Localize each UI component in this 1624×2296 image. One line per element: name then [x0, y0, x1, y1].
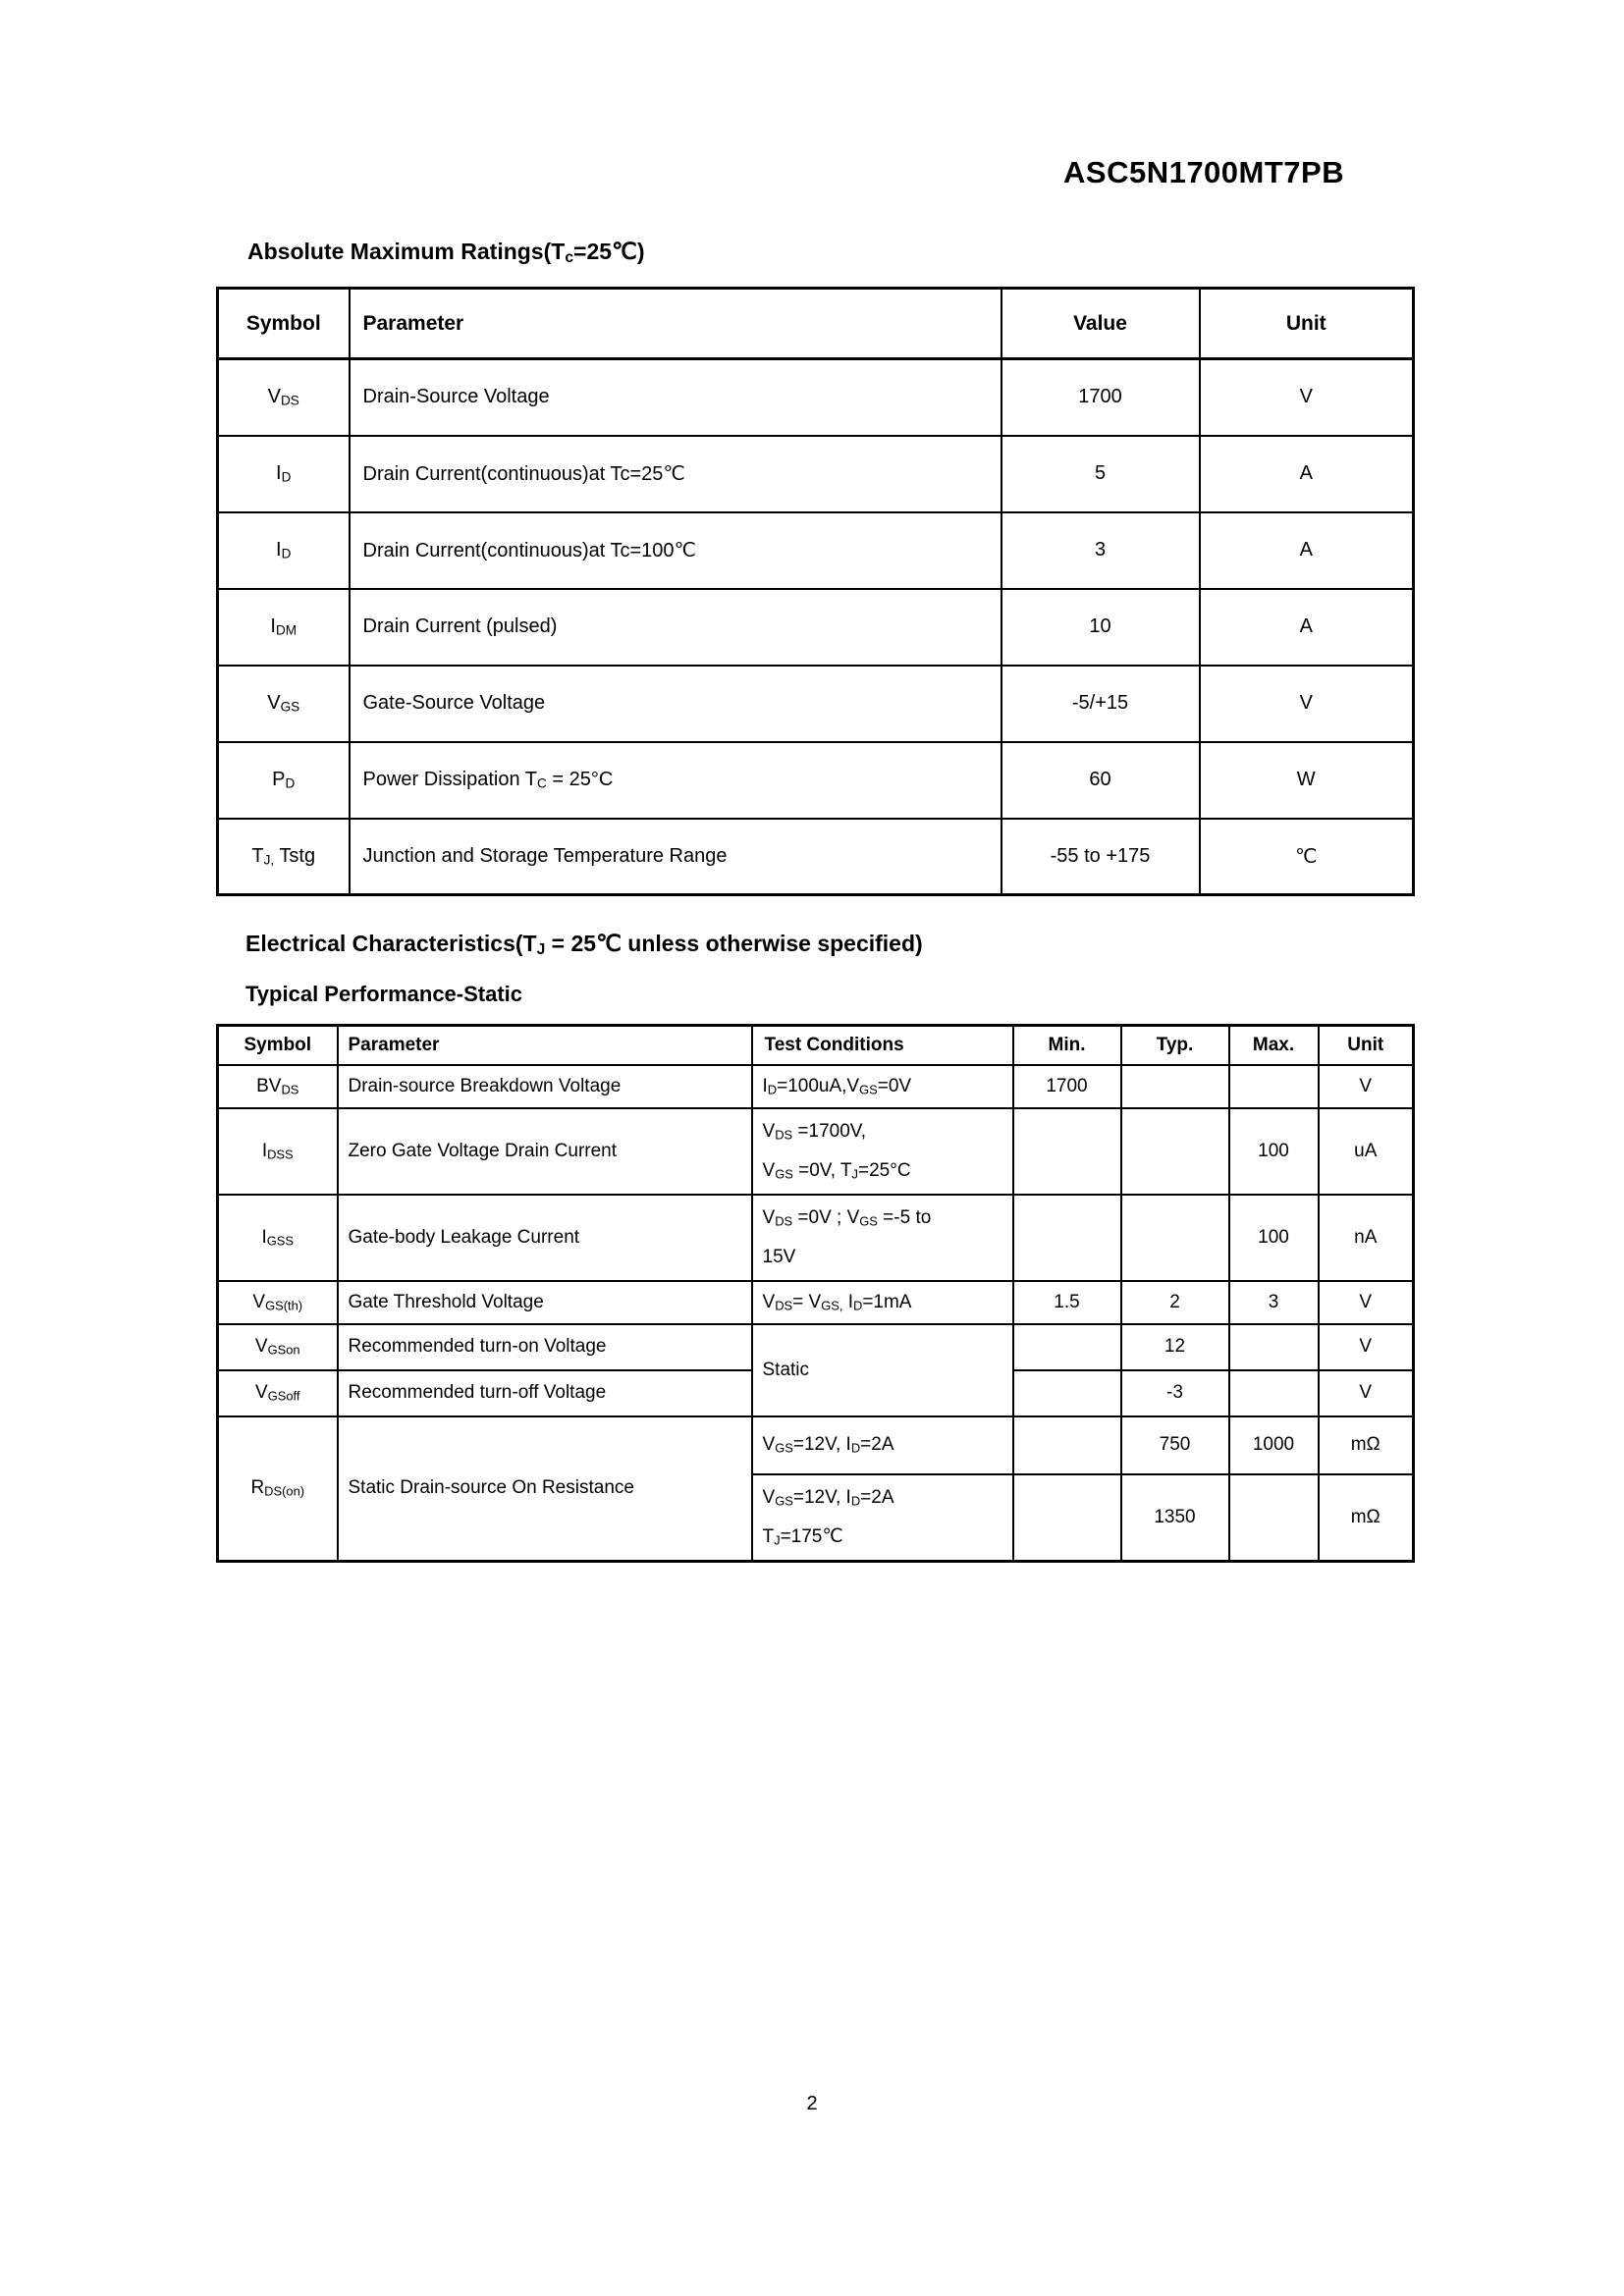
unit-cell: W: [1200, 742, 1414, 819]
value-cell: -5/+15: [1001, 666, 1200, 742]
symbol-cell: $I_D$: [218, 512, 350, 589]
unit-cell: A: [1200, 512, 1414, 589]
symbol-cell: $V_{GS}$: [218, 666, 350, 742]
test-conditions-cell: [752, 1474, 1013, 1562]
test-conditions-cell-static: Static: [752, 1324, 1013, 1416]
column-header-test-conditions: Test Conditions: [752, 1026, 1013, 1065]
parameter-cell: Recommended turn-on Voltage: [338, 1324, 752, 1370]
heading-electrical-characteristics: Electrical $Characteristics(T_J$ = 25℃ unless otherwise specified): [245, 931, 923, 958]
column-header-symbol: Symbol: [218, 1026, 338, 1065]
table-header-row: [218, 289, 1414, 359]
parameter-cell: Gate-body Leakage Current: [338, 1195, 752, 1281]
max-cell: 1000: [1229, 1416, 1319, 1474]
test-conditions-cell: [752, 1195, 1013, 1281]
symbol-cell: $V_{GSon}$: [218, 1324, 338, 1370]
heading-typical-performance-static: Typical Performance-Static: [245, 982, 523, 1006]
value-cell: 1700: [1001, 359, 1200, 436]
min-cell: [1013, 1108, 1121, 1195]
column-header-min: Min.: [1013, 1026, 1121, 1065]
parameter-cell: Drain Current (pulsed): [350, 589, 1001, 666]
parameter-cell: Static Drain-source On Resistance: [338, 1416, 752, 1562]
unit-cell: V: [1200, 666, 1414, 742]
min-cell: [1013, 1324, 1121, 1370]
table-row: [218, 1416, 1414, 1474]
max-cell: 100: [1229, 1108, 1319, 1195]
value-cell: 3: [1001, 512, 1200, 589]
typ-cell: 12: [1121, 1324, 1229, 1370]
max-cell: [1229, 1370, 1319, 1416]
min-cell: [1013, 1416, 1121, 1474]
max-cell: [1229, 1324, 1319, 1370]
table-row: [218, 436, 1414, 512]
test-conditions-line: $V_{GS}=12V$, $I_D=2A$: [762, 1486, 894, 1509]
symbol-cell: $I_D$: [218, 436, 350, 512]
symbol-cell: $R_{DS(on)}$: [218, 1416, 338, 1562]
column-header-unit: Unit: [1200, 289, 1414, 359]
test-conditions-line: $V_{DS} =0V$ ; $V_{GS} =-5$ to: [762, 1206, 932, 1228]
typ-cell: -3: [1121, 1370, 1229, 1416]
table-row: [218, 1281, 1414, 1324]
min-cell: [1013, 1474, 1121, 1562]
symbol-cell: $P_D$: [218, 742, 350, 819]
heading-absolute-maximum-ratings: Absolute Maximum $Ratings(T_c=25℃)$: [247, 239, 645, 266]
table-row: [218, 742, 1414, 819]
unit-cell: nA: [1319, 1195, 1414, 1281]
unit-cell: V: [1319, 1281, 1414, 1324]
min-cell: 1.5: [1013, 1281, 1121, 1324]
table-row: [218, 589, 1414, 666]
typ-cell: 1350: [1121, 1474, 1229, 1562]
test-conditions-cell: $V_{GS}=12V$, $I_D=2A$: [752, 1416, 1013, 1474]
symbol-cell: $T_{J,}$ Tstg: [218, 819, 350, 895]
unit-cell: A: [1200, 436, 1414, 512]
symbol-cell: $I_{DM}$: [218, 589, 350, 666]
table-row: [218, 359, 1414, 436]
typ-cell: [1121, 1108, 1229, 1195]
unit-cell: mΩ: [1319, 1474, 1414, 1562]
value-cell: 60: [1001, 742, 1200, 819]
absolute-maximum-ratings-table: [216, 287, 1415, 896]
column-header-max: Max.: [1229, 1026, 1319, 1065]
table-row: [218, 666, 1414, 742]
test-conditions-line: 15V: [762, 1246, 796, 1267]
typ-cell: [1121, 1195, 1229, 1281]
typ-cell: 750: [1121, 1416, 1229, 1474]
typical-performance-static-table: [216, 1024, 1415, 1563]
parameter-cell: Gate Threshold Voltage: [338, 1281, 752, 1324]
table-row: [218, 1108, 1414, 1195]
parameter-cell: Drain-Source Voltage: [350, 359, 1001, 436]
min-cell: [1013, 1195, 1121, 1281]
symbol-cell: $V_{DS}$: [218, 359, 350, 436]
unit-cell: V: [1200, 359, 1414, 436]
max-cell: 100: [1229, 1195, 1319, 1281]
unit-cell: A: [1200, 589, 1414, 666]
min-cell: 1700: [1013, 1065, 1121, 1108]
symbol-cell: $V_{GSoff}$: [218, 1370, 338, 1416]
unit-cell: uA: [1319, 1108, 1414, 1195]
parameter-cell: Drain-source Breakdown Voltage: [338, 1065, 752, 1108]
table-row: [218, 819, 1414, 895]
table-row: [218, 1065, 1414, 1108]
test-conditions-line: $V_{DS} =1700V$,: [762, 1120, 866, 1142]
parameter-cell: Junction and Storage Temperature Range: [350, 819, 1001, 895]
test-conditions-line: $T_J=175℃$: [762, 1525, 843, 1548]
page-number: 2: [806, 2093, 818, 2114]
column-header-unit: Unit: [1319, 1026, 1414, 1065]
table-row: [218, 1324, 1414, 1370]
column-header-parameter: Parameter: [338, 1026, 752, 1065]
symbol-cell: $BV_{DS}$: [218, 1065, 338, 1108]
parameter-cell: Power Dissipation $T_C = 25^\circ C$: [350, 742, 1001, 819]
test-conditions-cell: $I_D=100uA,V_{GS}=0V$: [752, 1065, 1013, 1108]
symbol-cell: $I_{GSS}$: [218, 1195, 338, 1281]
max-cell: [1229, 1065, 1319, 1108]
test-conditions-cell: [752, 1108, 1013, 1195]
parameter-cell: Gate-Source Voltage: [350, 666, 1001, 742]
table-row: [218, 1195, 1414, 1281]
document-title: ASC5N1700MT7PB: [1063, 155, 1345, 189]
column-header-parameter: Parameter: [350, 289, 1001, 359]
unit-cell: V: [1319, 1324, 1414, 1370]
min-cell: [1013, 1370, 1121, 1416]
parameter-cell: Recommended turn-off Voltage: [338, 1370, 752, 1416]
max-cell: [1229, 1474, 1319, 1562]
symbol-cell: $I_{DSS}$: [218, 1108, 338, 1195]
unit-cell: V: [1319, 1065, 1414, 1108]
column-header-symbol: Symbol: [218, 289, 350, 359]
value-cell: 5: [1001, 436, 1200, 512]
parameter-cell: Drain Current(continuous)at Tc=25℃: [350, 436, 1001, 512]
parameter-cell: Zero Gate Voltage Drain Current: [338, 1108, 752, 1195]
typ-cell: [1121, 1065, 1229, 1108]
parameter-cell: Drain Current(continuous)at Tc=100℃: [350, 512, 1001, 589]
symbol-cell: $V_{GS(th)}$: [218, 1281, 338, 1324]
test-conditions-cell: $V_{DS}= V_{GS,}$ $I_D=1mA$: [752, 1281, 1013, 1324]
value-cell: -55 to +175: [1001, 819, 1200, 895]
typ-cell: 2: [1121, 1281, 1229, 1324]
table-row: [218, 512, 1414, 589]
test-conditions-line: $V_{GS} =0V$, $T_J=25^\circ C$: [762, 1159, 911, 1181]
column-header-typ: Typ.: [1121, 1026, 1229, 1065]
unit-cell: V: [1319, 1370, 1414, 1416]
max-cell: 3: [1229, 1281, 1319, 1324]
unit-cell: ℃: [1200, 819, 1414, 895]
unit-cell: mΩ: [1319, 1416, 1414, 1474]
column-header-value: Value: [1001, 289, 1200, 359]
value-cell: 10: [1001, 589, 1200, 666]
table-header-row: [218, 1026, 1414, 1065]
